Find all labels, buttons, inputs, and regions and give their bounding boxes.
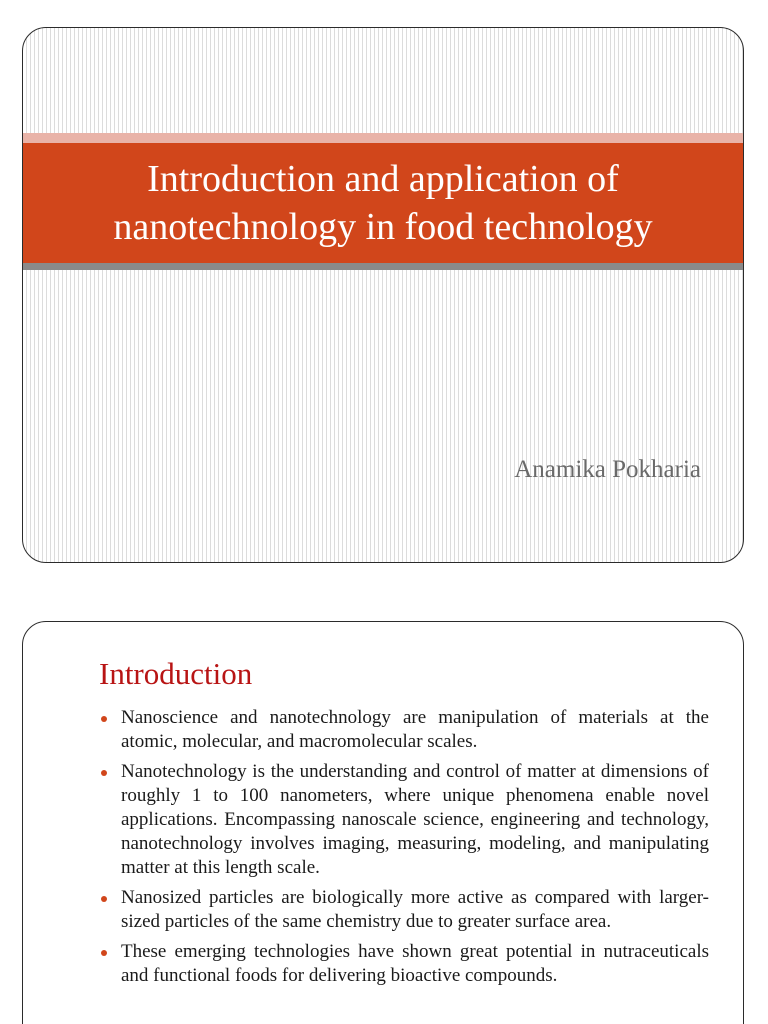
bullet-list [99,706,709,994]
divider-strip [23,263,743,270]
bullet-text: Nanoscience and nanotechnology are manipulation of materials at the atomic, molecular, and macromolecular scales. [121,707,709,752]
author-name: Anamika Pokharia [514,456,701,483]
title-slide [22,27,744,563]
bullet-item [99,886,709,934]
slide-title: Introduction and application of nanotechnology in food technology [113,158,653,248]
bullet-dot-icon [101,770,107,776]
introduction-slide [22,621,744,1024]
bullet-text: Nanosized particles are biologically more active as compared with larger-sized particles of the same chemistry due to greater surface area. [121,887,709,932]
bullet-dot-icon [101,950,107,956]
bullet-item [99,760,709,880]
bullet-item [99,940,709,988]
title-band [23,143,743,263]
slide-heading: Introduction [99,656,253,691]
bullet-dot-icon [101,716,107,722]
accent-strip [23,133,743,143]
bullet-text: These emerging technologies have shown great potential in nutraceuticals and functional foods for delivering bioactive compounds. [121,941,709,986]
bullet-item [99,706,709,754]
bullet-text: Nanotechnology is the understanding and control of matter at dimensions of roughly 1 to 100 nanometers, where unique phenomena enable novel applications. Encompassing nanoscale science, engineering and technology, nanotechnology involves imaging, measuring, modeling, and manipulating matter at this length scale. [121,761,709,878]
bullet-dot-icon [101,896,107,902]
